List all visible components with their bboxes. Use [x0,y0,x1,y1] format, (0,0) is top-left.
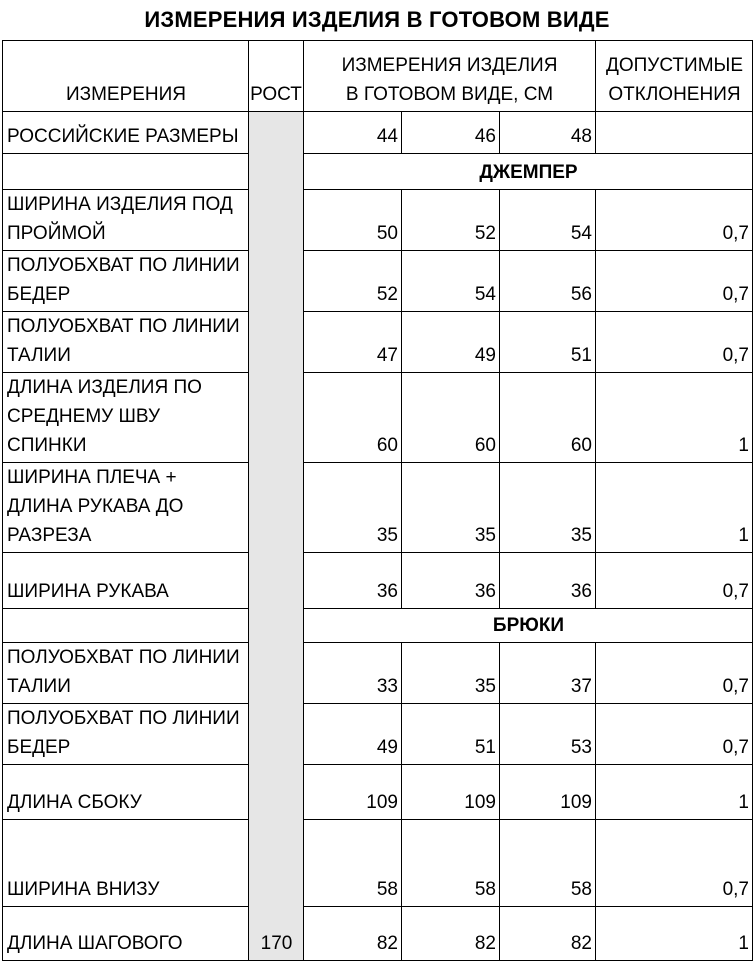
header-height: РОСТ [249,41,304,112]
sizes-row [3,112,753,154]
value-cell: 56 [500,251,596,312]
size-cell: 44 [304,112,402,154]
table-row [3,820,753,907]
table-row [3,373,753,463]
height-value: 170 [249,112,304,961]
section-row-trousers [3,609,753,643]
value-cell: 109 [402,765,500,820]
value-cell: 47 [304,312,402,373]
value-cell: 52 [304,251,402,312]
value-cell: 109 [304,765,402,820]
value-cell: 49 [402,312,500,373]
header-finished-sizes: ИЗМЕРЕНИЯ ИЗДЕЛИЯ В ГОТОВОМ ВИДЕ, СМ [304,41,596,112]
section-row-jumper [3,154,753,190]
row-label: ПОЛУОБХВАТ ПО ЛИНИИ ТАЛИИ [3,643,249,704]
header-row [3,41,753,112]
value-cell: 60 [402,373,500,463]
value-cell: 36 [402,553,500,609]
tolerance-cell: 1 [596,907,753,961]
table-row [3,907,753,961]
size-cell: 46 [402,112,500,154]
measurements-table [2,40,753,961]
table-row [3,312,753,373]
row-label: ДЛИНА ИЗДЕЛИЯ ПО СРЕДНЕМУ ШВУ СПИНКИ [3,373,249,463]
value-cell: 60 [304,373,402,463]
section-left-cell [3,609,249,643]
tolerance-cell: 0,7 [596,312,753,373]
value-cell: 54 [402,251,500,312]
value-cell: 60 [500,373,596,463]
tolerance-cell: 0,7 [596,190,753,251]
table-row [3,643,753,704]
value-cell: 33 [304,643,402,704]
value-cell: 35 [402,463,500,553]
value-cell: 82 [304,907,402,961]
row-label: ШИРИНА ВНИЗУ [3,820,249,907]
row-label: ШИРИНА ИЗДЕЛИЯ ПОД ПРОЙМОЙ [3,190,249,251]
value-cell: 37 [500,643,596,704]
size-cell: 48 [500,112,596,154]
value-cell: 50 [304,190,402,251]
header-measurements: ИЗМЕРЕНИЯ [3,41,249,112]
row-label: ПОЛУОБХВАТ ПО ЛИНИИ ТАЛИИ [3,312,249,373]
section-title-jumper: ДЖЕМПЕР [304,154,753,190]
value-cell: 58 [500,820,596,907]
table-row [3,765,753,820]
section-left-cell [3,154,249,190]
row-label: ШИРИНА РУКАВА [3,553,249,609]
value-cell: 36 [304,553,402,609]
table-row [3,463,753,553]
tolerance-cell: 1 [596,373,753,463]
value-cell: 51 [500,312,596,373]
row-label: ШИРИНА ПЛЕЧА + ДЛИНА РУКАВА ДО РАЗРЕЗА [3,463,249,553]
row-label: ПОЛУОБХВАТ ПО ЛИНИИ БЕДЕР [3,251,249,312]
value-cell: 36 [500,553,596,609]
row-label: ДЛИНА СБОКУ [3,765,249,820]
tolerance-cell: 0,7 [596,251,753,312]
tolerance-cell: 1 [596,765,753,820]
row-label: ДЛИНА ШАГОВОГО [3,907,249,961]
tolerance-cell: 1 [596,463,753,553]
value-cell: 35 [304,463,402,553]
table-row [3,251,753,312]
tolerance-cell: 0,7 [596,704,753,765]
value-cell: 49 [304,704,402,765]
value-cell: 82 [402,907,500,961]
sizes-label: РОССИЙСКИЕ РАЗМЕРЫ [3,112,249,154]
value-cell: 109 [500,765,596,820]
section-title-trousers: БРЮКИ [304,609,753,643]
table-row [3,553,753,609]
tolerance-cell [596,112,753,154]
value-cell: 51 [402,704,500,765]
page-title: ИЗМЕРЕНИЯ ИЗДЕЛИЯ В ГОТОВОМ ВИДЕ [144,7,610,32]
value-cell: 54 [500,190,596,251]
table-row [3,704,753,765]
value-cell: 58 [304,820,402,907]
tolerance-cell: 0,7 [596,553,753,609]
value-cell: 82 [500,907,596,961]
header-tolerance: ДОПУСТИМЫЕ ОТКЛОНЕНИЯ [596,41,753,112]
value-cell: 58 [402,820,500,907]
table-row [3,190,753,251]
tolerance-cell: 0,7 [596,643,753,704]
value-cell: 35 [500,463,596,553]
row-label: ПОЛУОБХВАТ ПО ЛИНИИ БЕДЕР [3,704,249,765]
tolerance-cell: 0,7 [596,820,753,907]
value-cell: 52 [402,190,500,251]
value-cell: 35 [402,643,500,704]
value-cell: 53 [500,704,596,765]
